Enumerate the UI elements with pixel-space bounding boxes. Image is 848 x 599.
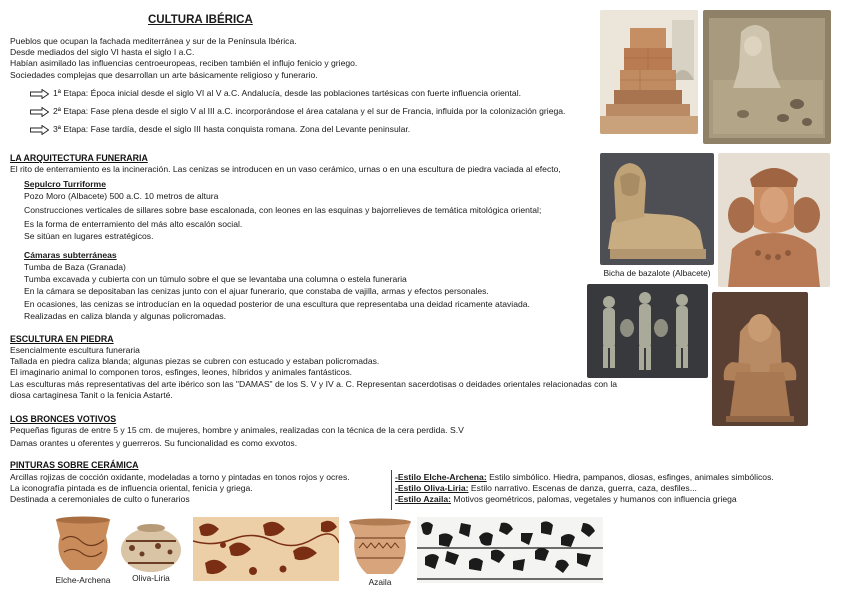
intro-line: Sociedades complejas que desarrollan un arte básicamente religioso y funerario. [10,69,318,80]
stage-item [30,124,565,135]
arrow-right-icon [30,89,49,99]
intro-line: Desde mediados del siglo VI hasta el siglo I a.C. [10,47,195,58]
tumba-baza-image [703,10,831,144]
vaso-azaila-image [345,516,415,576]
style-item [395,483,774,494]
tumba-baza-photo [703,10,831,144]
escultura-line: Tallada en piedra caliza blanda; algunas piezas se cubren con estucado y estaban policromadas. [10,356,380,367]
vaso-elche-image [52,514,114,574]
style-name: -Estilo Elche-Archena: [395,472,487,482]
vaso-oliva-image [118,518,184,574]
section-heading-bronces: LOS BRONCES VOTIVOS [10,414,117,424]
caption-azaila: Azaila [368,577,392,587]
subheading-camaras: Cámaras subterráneas [24,250,117,260]
stage-item [30,88,565,99]
escultura-line: Esencialmente escultura funeraria [10,345,140,355]
dama-orante-image [712,292,808,426]
sepulcro-line: Pozo Moro (Albacete) 500 a.C. 10 metros de altura [24,191,219,201]
vaso-elche-photo [52,514,114,574]
friso-negro-photo [417,517,603,583]
camaras-line: Tumba excavada y cubierta con un túmulo sobre el que se levantaba una columna o estela funeraria [24,274,407,285]
dama-elche-photo [718,153,830,287]
bronces-line: Pequeñas figuras de entre 5 y 15 cm. de mujeres, hombre y animales, realizadas con la técnica de la cera perdida. S.V [10,425,464,435]
camaras-line: Tumba de Baza (Granada) [24,262,126,272]
pinturas-block [10,472,350,506]
caption-oliva: Oliva-Liria [132,573,170,583]
sepulcro-line: Se sitúan en lugares estratégicos. [24,230,154,241]
section-heading-arquitectura: LA ARQUITECTURA FUNERARIA [10,153,148,163]
subheading-sepulcro: Sepulcro Turriforme [24,179,106,189]
vertical-divider [391,470,392,510]
arquitectura-text: El rito de enterramiento es la incineración. Las cenizas se introducen en un vaso cerámico, urnas o en una escultura de piedra vaciada al efecto, [10,164,561,174]
stage-text: 3ª Etapa: Fase tardía, desde el siglo III hasta conquista romana. Zona del Levante peninsular. [53,124,411,135]
page-title: CULTURA IBÉRICA [148,14,253,26]
vaso-oliva-photo [118,518,184,574]
camaras-line: Realizadas en caliza blanda y algunas policromadas. [24,310,227,321]
style-name: -Estilo Azaila: [395,494,452,505]
friso-pintado-photo [193,517,339,581]
friso-negro-image [417,517,603,583]
style-desc: Estilo narrativo. Escenas de danza, guerra, caza, desfiles... [468,483,697,494]
sepulcro-line: Es la forma de enterramiento del más alto escalón social. [24,219,243,230]
style-name: -Estilo Oliva-Liria: [395,483,469,494]
pozo-moro-photo [600,10,698,134]
arrow-right-icon [30,125,49,135]
style-desc: Estilo simbólico. Hiedra, pampanos, diosas, esfinges, animales simbólicos. [486,472,774,482]
vaso-azaila-photo [345,516,415,576]
bronces-line: Damas orantes u oferentes y guerreros. Su funcionalidad es como exvotos. [10,438,298,449]
camaras-line: En la cámara se depositaban las cenizas junto con el ajuar funerario, que constaba de vajilla, armas y efectos personales. [24,286,489,297]
pinturas-line: La iconografía pintada es de influencia oriental, fenicia y griega. [10,483,253,494]
escultura-block [10,345,617,401]
arrow-right-icon [30,107,49,117]
stage-item [30,106,565,117]
bronces-votivos-image [587,284,708,378]
dama-orante-photo [712,292,808,426]
friso-pintado-image [193,517,339,581]
style-desc: Motivos geométricos, palomas, vegetales y humanos con influencia griega [451,494,737,505]
caption-elche: Elche-Archena [55,575,111,585]
camaras-line: En ocasiones, las cenizas se introducían en la oquedad posterior de una escultura que representaba una deidad ricamente ataviada. [24,298,530,309]
style-item [395,472,774,483]
sepulcro-line: Construcciones verticales de sillares sobre base escalonada, con leones en las esquinas y bajorrelieves de temática mitológica oriental; [24,205,542,216]
stage-text: 1ª Etapa: Época inicial desde el siglo VI al V a.C. Andalucía, desde las poblaciones tartésicas con fuerte influencia oriental. [53,88,522,98]
stages-list [30,88,565,136]
section-heading-escultura: ESCULTURA EN PIEDRA [10,334,114,344]
pozo-moro-tower-image [600,10,698,134]
dama-elche-image [718,153,830,287]
pinturas-line: Destinada a ceremoniales de culto o funerarios [10,494,190,505]
section-heading-pinturas: PINTURAS SOBRE CERÁMICA [10,460,139,470]
bicha-sculpture-image [600,153,714,265]
caption-bicha: Bicha de bazalote (Albacete) [603,268,711,278]
escultura-line: diosa cartaginesa Tanit o la fenicia Astarté. [10,389,173,400]
escultura-line: Las esculturas más representativas del arte ibérico son las "DAMAS" de los S. V y IV a. C. Representan sacerdotisas o deidades orientales relacionadas con la [10,378,618,389]
bronces-photo [587,284,708,378]
camaras-block [24,262,530,322]
bicha-photo [600,153,714,265]
sepulcro-block [24,191,541,242]
pinturas-line: Arcillas rojizas de cocción oxidante, modeladas a torno y pintadas en tonos rojos y ocres. [10,472,350,482]
ceramic-styles-list [395,472,774,506]
intro-block [10,36,357,81]
escultura-line: El imaginario animal lo componen toros, esfinges, leones, híbridos y animales fantásticos. [10,367,353,378]
intro-line: Pueblos que ocupan la fachada mediterránea y sur de la Península Ibérica. [10,36,297,46]
stage-text: 2ª Etapa: Fase plena desde el siglo V al III a.C. incorporándose el área catalana y el sur de Francia, influida por la colonización griega. [53,106,566,117]
bronces-block [10,425,464,449]
style-item [395,494,774,505]
intro-line: Habían asimilado las influencias centroeuropeas, reciben también el influjo fenicio y griego. [10,58,358,69]
